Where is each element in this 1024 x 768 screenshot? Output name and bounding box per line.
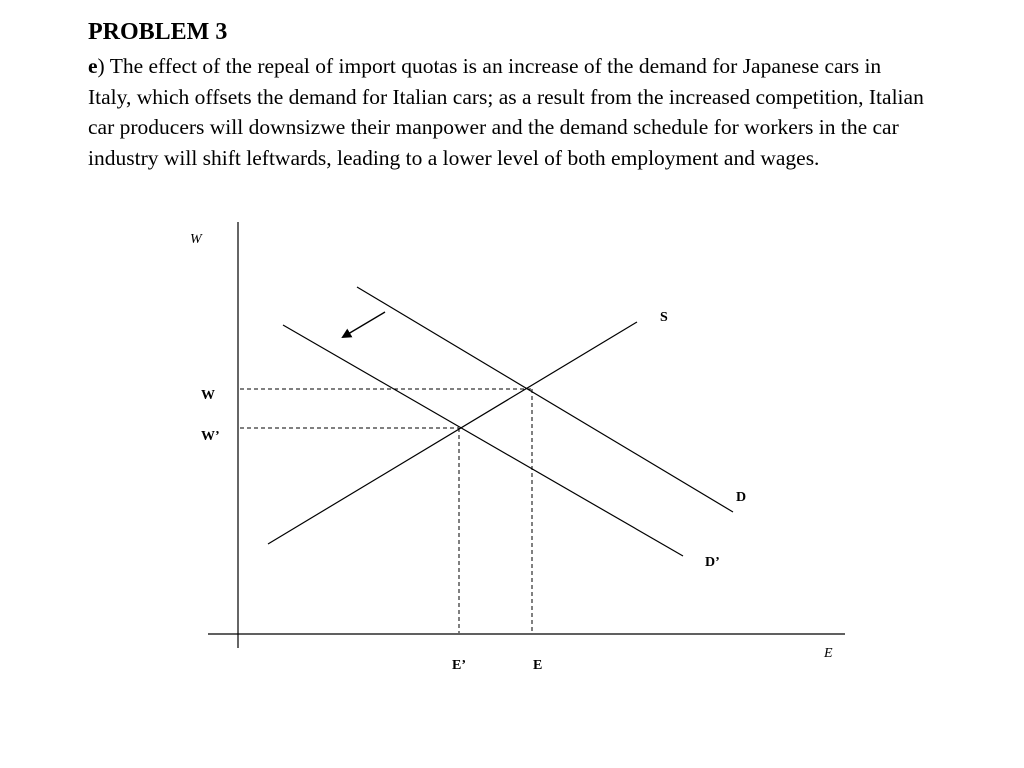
- wage-original-label: W: [201, 388, 215, 403]
- description-text: ) The effect of the repeal of import quotas is an increase of the demand for Japanese cars in Italy, which offsets the demand for Italian cars; as a result from the increased competition, Italian car producers will downsizwe their manpower and the demand schedule for workers in the car industry will shift leftwards, leading to a lower level of both employment and wages.: [88, 54, 924, 170]
- supply-label: S: [660, 310, 668, 325]
- supply-curve: [268, 322, 637, 544]
- employment-new-label: E’: [452, 658, 466, 673]
- wage-new-label: W’: [201, 429, 220, 444]
- arrow-down-left-icon: [343, 312, 385, 337]
- employment-original-label: E: [533, 658, 543, 673]
- x-axis-label: E: [824, 646, 833, 661]
- demand-shifted-curve: [283, 325, 683, 556]
- demand-shifted-label: D’: [705, 555, 720, 570]
- problem-title: PROBLEM 3: [88, 19, 228, 45]
- part-letter: e: [88, 54, 98, 78]
- y-axis-label: W: [190, 232, 202, 247]
- demand-curve: [357, 287, 733, 512]
- demand-label: D: [736, 490, 747, 505]
